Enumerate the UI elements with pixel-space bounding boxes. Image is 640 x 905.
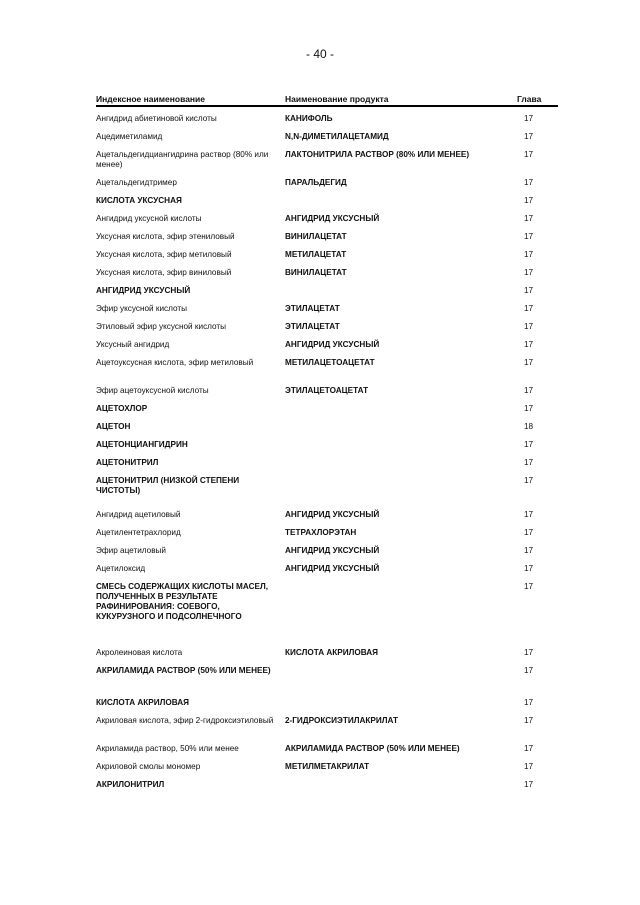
chapter-cell: 17 [524, 286, 534, 295]
product-name-cell: КАНИФОЛЬ [285, 114, 333, 123]
chapter-cell: 17 [524, 196, 534, 205]
index-name-cell: КИСЛОТА АКРИЛОВАЯ [96, 698, 190, 707]
page-number: - 40 - [305, 47, 334, 61]
table-header [96, 94, 558, 105]
product-name-cell: МЕТИЛАЦЕТОАЦЕТАТ [285, 358, 375, 367]
index-name-cell: АКРИЛАМИДА РАСТВОР (50% ИЛИ МЕНЕЕ) [96, 666, 271, 675]
chapter-cell: 17 [524, 404, 534, 413]
header-index-name: Индексное наименование [96, 94, 206, 104]
index-name-cell: Эфир ацетоуксусной кислоты [96, 386, 209, 395]
product-name-cell: N,N-ДИМЕТИЛАЦЕТАМИД [285, 132, 389, 141]
index-name-cell: Акриламида раствор, 50% или менее [96, 744, 239, 753]
chapter-cell: 18 [524, 422, 534, 431]
table-row [96, 322, 558, 340]
chapter-cell: 17 [524, 666, 534, 675]
chapter-cell: 17 [524, 510, 534, 519]
product-name-cell: АКРИЛАМИДА РАСТВОР (50% ИЛИ МЕНЕЕ) [285, 744, 460, 753]
index-name-cell: Ацедиметиламид [96, 132, 163, 141]
index-name-cell: АЦЕТОНЦИАНГИДРИН [96, 440, 188, 449]
chapter-cell: 17 [524, 150, 534, 159]
table-row [96, 698, 558, 716]
table-row [96, 528, 558, 546]
table-row [96, 744, 558, 762]
table [96, 94, 558, 798]
table-row [96, 286, 558, 304]
chapter-cell: 17 [524, 178, 534, 187]
index-name-cell: Акролеиновая кислота [96, 648, 183, 657]
table-body [96, 107, 558, 798]
table-row [96, 358, 558, 386]
chapter-cell: 17 [524, 250, 534, 259]
chapter-cell: 17 [524, 582, 534, 591]
index-name-cell: КИСЛОТА УКСУСНАЯ [96, 196, 182, 205]
chapter-cell: 17 [524, 358, 534, 367]
product-name-cell: АНГИДРИД УКСУСНЫЙ [285, 510, 380, 519]
product-name-cell: КИСЛОТА АКРИЛОВАЯ [285, 648, 379, 657]
index-name-cell: АЦЕТОНИТРИЛ (НИЗКОЙ СТЕПЕНИ ЧИСТОТЫ) [96, 476, 240, 495]
table-row [96, 564, 558, 582]
chapter-cell: 17 [524, 386, 534, 395]
chapter-cell: 17 [524, 780, 534, 789]
index-name-cell: Уксусная кислота, эфир метиловый [96, 250, 232, 259]
table-row [96, 114, 558, 132]
table-row [96, 422, 558, 440]
product-name-cell: ТЕТРАХЛОРЭТАН [285, 528, 357, 537]
index-name-cell: Ацетоуксусная кислота, эфир метиловый [96, 358, 254, 367]
index-name-cell: Эфир ацетиловый [96, 546, 167, 555]
product-name-cell: МЕТИЛМЕТАКРИЛАТ [285, 762, 370, 771]
table-row [96, 404, 558, 422]
index-name-cell: Ангидрид ацетиловый [96, 510, 181, 519]
index-name-cell: Акриловая кислота, эфир 2-гидроксиэтиловый [96, 716, 274, 725]
table-row [96, 582, 558, 648]
table-row [96, 546, 558, 564]
index-name-cell: Ангидрид абиетиновой кислоты [96, 114, 217, 123]
chapter-cell: 17 [524, 698, 534, 707]
product-name-cell: ВИНИЛАЦЕТАТ [285, 232, 347, 241]
table-row [96, 196, 558, 214]
table-row [96, 386, 558, 404]
table-row [96, 440, 558, 458]
index-name-cell: Эфир уксусной кислоты [96, 304, 188, 313]
product-name-cell: АНГИДРИД УКСУСНЫЙ [285, 564, 380, 573]
table-row [96, 458, 558, 476]
product-name-cell: ЭТИЛАЦЕТАТ [285, 322, 340, 331]
chapter-cell: 17 [524, 528, 534, 537]
index-name-cell: Уксусная кислота, эфир виниловый [96, 268, 232, 277]
table-row [96, 268, 558, 286]
product-name-cell: 2-ГИДРОКСИЭТИЛАКРИЛАТ [285, 716, 399, 725]
index-name-cell: Этиловый эфир уксусной кислоты [96, 322, 227, 331]
chapter-cell: 17 [524, 232, 534, 241]
chapter-cell: 17 [524, 546, 534, 555]
index-name-cell: АКРИЛОНИТРИЛ [96, 780, 165, 789]
index-name-cell: Ацетальдегидтример [96, 178, 177, 187]
chapter-cell: 17 [524, 440, 534, 449]
chapter-cell: 17 [524, 114, 534, 123]
chapter-cell: 17 [524, 762, 534, 771]
table-row [96, 340, 558, 358]
table-row [96, 232, 558, 250]
index-name-cell: Ацетальдегидциангидрина раствор (80% или менее) [96, 150, 269, 169]
table-row [96, 476, 558, 510]
index-name-cell: АЦЕТОХЛОР [96, 404, 148, 413]
chapter-cell: 17 [524, 458, 534, 467]
table-row [96, 666, 558, 698]
chapter-cell: 17 [524, 340, 534, 349]
index-name-cell: Ацетилоксид [96, 564, 146, 573]
product-name-cell: ЛАКТОНИТРИЛА РАСТВОР (80% ИЛИ МЕНЕЕ) [285, 150, 470, 159]
chapter-cell: 17 [524, 322, 534, 331]
product-name-cell: ВИНИЛАЦЕТАТ [285, 268, 347, 277]
table-row [96, 648, 558, 666]
product-name-cell: ЭТИЛАЦЕТАТ [285, 304, 340, 313]
product-name-cell: АНГИДРИД УКСУСНЫЙ [285, 214, 380, 223]
product-name-cell: ЭТИЛАЦЕТОАЦЕТАТ [285, 386, 369, 395]
header-product-name: Наименование продукта [285, 94, 389, 104]
index-name-cell: Ангидрид уксусной кислоты [96, 214, 202, 223]
index-name-cell: Уксусная кислота, эфир этениловый [96, 232, 235, 241]
index-name-cell: Акриловой смолы мономер [96, 762, 201, 771]
product-name-cell: МЕТИЛАЦЕТАТ [285, 250, 347, 259]
chapter-cell: 17 [524, 648, 534, 657]
index-name-cell: АЦЕТОНИТРИЛ [96, 458, 159, 467]
table-row [96, 178, 558, 196]
product-name-cell: АНГИДРИД УКСУСНЫЙ [285, 340, 380, 349]
table-row [96, 214, 558, 232]
table-row [96, 510, 558, 528]
chapter-cell: 17 [524, 268, 534, 277]
table-row [96, 150, 558, 178]
index-name-cell: АНГИДРИД УКСУСНЫЙ [96, 286, 191, 295]
chapter-cell: 17 [524, 744, 534, 753]
chapter-cell: 17 [524, 132, 534, 141]
index-name-cell: СМЕСЬ СОДЕРЖАЩИХ КИСЛОТЫ МАСЕЛ, ПОЛУЧЕННЫХ В РЕЗУЛЬТАТЕ РАФИНИРОВАНИЯ: СОЕВОГО, КУКУРУЗНОГО И ПОДСОЛНЕЧНОГО [96, 582, 268, 621]
table-row [96, 780, 558, 798]
table-row [96, 716, 558, 744]
chapter-cell: 17 [524, 476, 534, 485]
index-name-cell: АЦЕТОН [96, 422, 131, 431]
table-row [96, 250, 558, 268]
chapter-cell: 17 [524, 214, 534, 223]
header-chapter: Глава [517, 94, 542, 104]
table-row [96, 762, 558, 780]
table-row [96, 132, 558, 150]
chapter-cell: 17 [524, 564, 534, 573]
index-name-cell: Ацетилентетрахлорид [96, 528, 181, 537]
index-name-cell: Уксусный ангидрид [96, 340, 170, 349]
table-row [96, 304, 558, 322]
product-name-cell: ПАРАЛЬДЕГИД [285, 178, 347, 187]
chapter-cell: 17 [524, 716, 534, 725]
product-name-cell: АНГИДРИД УКСУСНЫЙ [285, 546, 380, 555]
chapter-cell: 17 [524, 304, 534, 313]
